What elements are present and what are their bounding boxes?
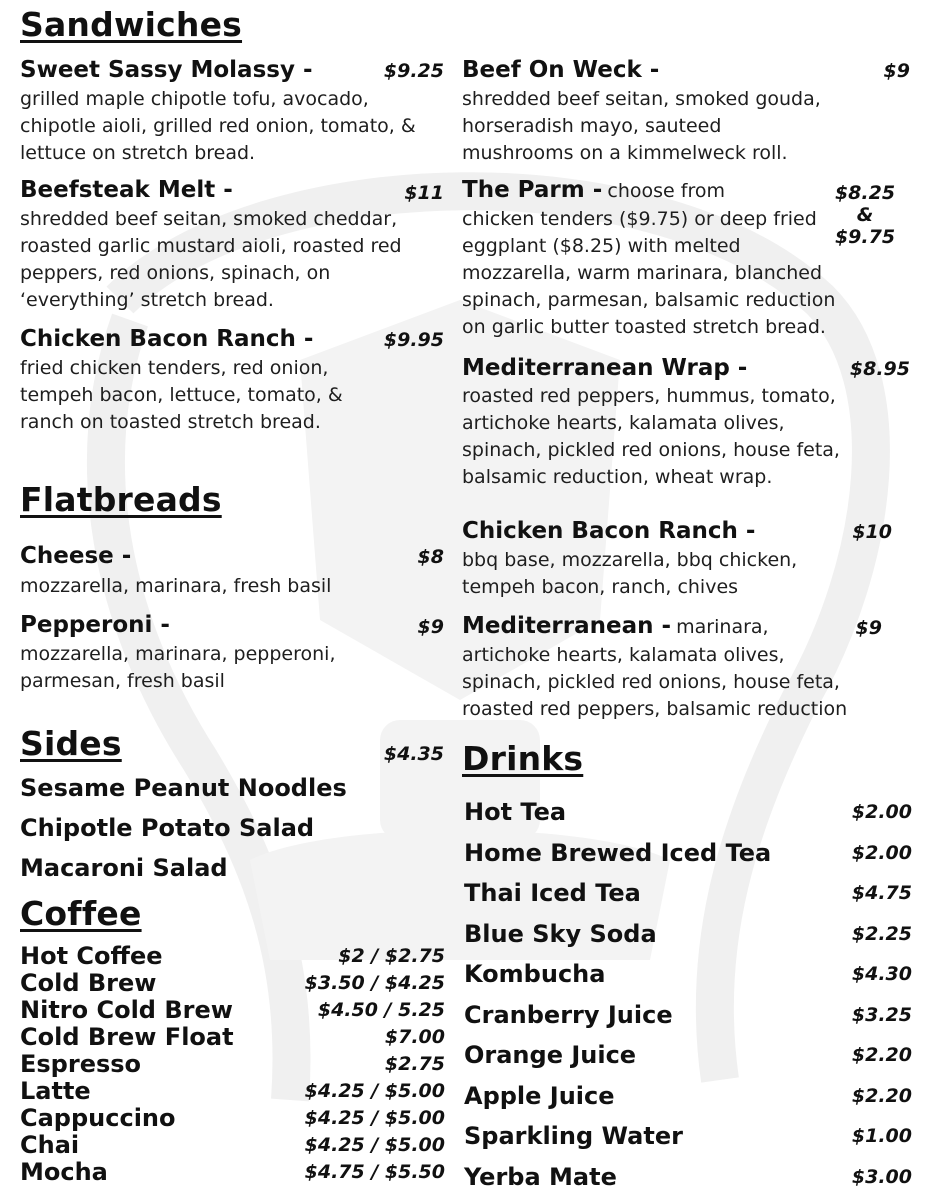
drink-name: Hot Tea (464, 798, 567, 827)
menu-item-price: $8 (417, 546, 444, 568)
drink-price: $3.00 (851, 1165, 912, 1188)
drink-price: $2.25 (851, 922, 912, 945)
drink-price: $2.20 (851, 1084, 912, 1107)
menu-item-name: Sweet Sassy Molassy - (20, 57, 313, 83)
coffee-name: Cold Brew (20, 969, 157, 997)
drink-name: Apple Juice (464, 1081, 615, 1110)
menu-item-price: $9 (855, 617, 882, 639)
coffee-name: Cappuccino (20, 1104, 176, 1132)
coffee-row (20, 1078, 445, 1105)
menu-item-description: fried chicken tenders, red onion, tempeh bacon, lettuce, tomato, & ranch on toasted stretch bread. (20, 357, 343, 433)
drink-price: $4.30 (851, 963, 912, 986)
menu-item-name: Chicken Bacon Ranch - (20, 326, 314, 352)
coffee-name: Chai (20, 1131, 80, 1159)
menu-item-name: Cheese - (20, 543, 132, 569)
drink-name: Yerba Mate (464, 1162, 617, 1191)
menu-item-price: $9.25 (383, 60, 444, 82)
section-title-drinks: Drinks (462, 739, 584, 778)
coffee-row (20, 997, 445, 1024)
coffee-row (20, 943, 445, 970)
coffee-name: Cold Brew Float (20, 1023, 234, 1051)
menu-item-name: Beefsteak Melt - (20, 177, 233, 203)
drink-row (464, 833, 912, 874)
coffee-name: Mocha (20, 1158, 108, 1186)
menu-item-name: Pepperoni - (20, 612, 170, 638)
menu-item-description: roasted red peppers, hummus, tomato, artichoke hearts, kalamata olives, spinach, pickled red onions, house feta, balsamic reduction, wheat wrap. (462, 385, 840, 488)
sides-price: $4.35 (383, 743, 444, 765)
drink-name: Sparkling Water (464, 1122, 683, 1151)
section-title-sides: Sides (20, 724, 122, 763)
menu-item-description: bbq base, mozzarella, bbq chicken, tempeh bacon, ranch, chives (462, 549, 798, 598)
drink-price: $1.00 (851, 1125, 912, 1148)
menu-item-description: shredded beef seitan, smoked gouda, horseradish mayo, sauteed mushrooms on a kimmelweck roll. (462, 88, 821, 164)
drink-row (464, 1035, 912, 1076)
drink-row (464, 914, 912, 955)
menu-item-price: $11 (404, 182, 444, 204)
menu-item-name: Mediterranean - (462, 613, 672, 639)
coffee-row (20, 1159, 445, 1186)
drink-price: $2.20 (851, 1044, 912, 1067)
menu-item-heading (462, 177, 725, 203)
coffee-name: Hot Coffee (20, 942, 163, 970)
coffee-price: $7.00 (384, 1026, 445, 1048)
section-title-coffee: Coffee (20, 894, 142, 933)
drink-row (464, 995, 912, 1036)
drink-name: Orange Juice (464, 1041, 637, 1070)
drink-row (464, 1157, 912, 1198)
side-item: Sesame Peanut Noodles (20, 774, 347, 802)
drink-price: $4.75 (851, 882, 912, 905)
drink-name: Home Brewed Iced Tea (464, 838, 772, 867)
menu-item-heading (462, 613, 769, 639)
drink-name: Thai Iced Tea (464, 879, 641, 908)
drink-row (464, 1076, 912, 1117)
coffee-name: Espresso (20, 1050, 142, 1078)
drink-row (464, 1116, 912, 1157)
drink-row (464, 792, 912, 833)
menu-item-name: The Parm - (462, 177, 603, 203)
coffee-price: $4.50 / 5.25 (317, 999, 445, 1021)
menu-item-price: $9 (883, 60, 910, 82)
coffee-row (20, 1051, 445, 1078)
menu-item-price: $8.25 (834, 182, 896, 204)
coffee-row (20, 970, 445, 997)
coffee-price: $4.75 / $5.50 (304, 1161, 445, 1183)
drink-name: Blue Sky Soda (464, 919, 657, 948)
drink-price: $3.25 (851, 1003, 912, 1026)
coffee-price: $4.25 / $5.00 (304, 1080, 445, 1102)
menu-item-description: mozzarella, marinara, fresh basil (20, 575, 332, 597)
section-title-flatbreads: Flatbreads (20, 480, 222, 519)
price-ampersand: & (856, 204, 874, 226)
coffee-row (20, 1132, 445, 1159)
menu-item-description: grilled maple chipotle tofu, avocado, chipotle aioli, grilled red onion, tomato, & lettuce on stretch bread. (20, 88, 416, 164)
side-item: Chipotle Potato Salad (20, 814, 315, 842)
coffee-row (20, 1024, 445, 1051)
coffee-list (20, 943, 445, 1186)
coffee-price: $4.25 / $5.00 (304, 1107, 445, 1129)
menu-item-price: $9 (417, 616, 444, 638)
menu-item-description: mozzarella, marinara, pepperoni, parmesan, fresh basil (20, 643, 336, 692)
coffee-name: Nitro Cold Brew (20, 996, 233, 1024)
drink-name: Kombucha (464, 960, 606, 989)
menu-item-inline-desc: marinara, (676, 616, 769, 638)
menu-item-price: $10 (852, 521, 892, 543)
coffee-price: $2.75 (384, 1053, 445, 1075)
coffee-name: Latte (20, 1077, 91, 1105)
coffee-price: $2 / $2.75 (338, 945, 445, 967)
menu-item-description: artichoke hearts, kalamata olives, spinach, pickled red onions, house feta, roasted red peppers, balsamic reduction (462, 644, 848, 720)
drink-row (464, 954, 912, 995)
coffee-price: $3.50 / $4.25 (304, 972, 445, 994)
menu-item-price: $9.75 (834, 226, 896, 248)
drink-price: $2.00 (851, 801, 912, 824)
coffee-row (20, 1105, 445, 1132)
menu-item-name: Beef On Weck - (462, 57, 660, 83)
drink-name: Cranberry Juice (464, 1000, 673, 1029)
side-item: Macaroni Salad (20, 854, 228, 882)
drink-price: $2.00 (851, 841, 912, 864)
menu-item-description: chicken tenders ($9.75) or deep fried eggplant ($8.25) with melted mozzarella, warm marinara, blanched spinach, parmesan, balsamic reduction on garlic butter toasted stretch bread. (462, 208, 836, 338)
menu-item-price: $9.95 (383, 329, 444, 351)
menu-item-name: Mediterranean Wrap - (462, 355, 748, 381)
menu-item-inline-desc: choose from (607, 180, 725, 202)
drink-row (464, 873, 912, 914)
drinks-list (464, 792, 912, 1197)
coffee-price: $4.25 / $5.00 (304, 1134, 445, 1156)
menu-item-price: $8.95 (849, 358, 910, 380)
menu-item-name: Chicken Bacon Ranch - (462, 518, 756, 544)
menu-item-description: shredded beef seitan, smoked cheddar, roasted garlic mustard aioli, roasted red peppers, red onions, spinach, on ‘everything’ stretch bread. (20, 208, 402, 311)
section-title-sandwiches: Sandwiches (20, 5, 243, 44)
